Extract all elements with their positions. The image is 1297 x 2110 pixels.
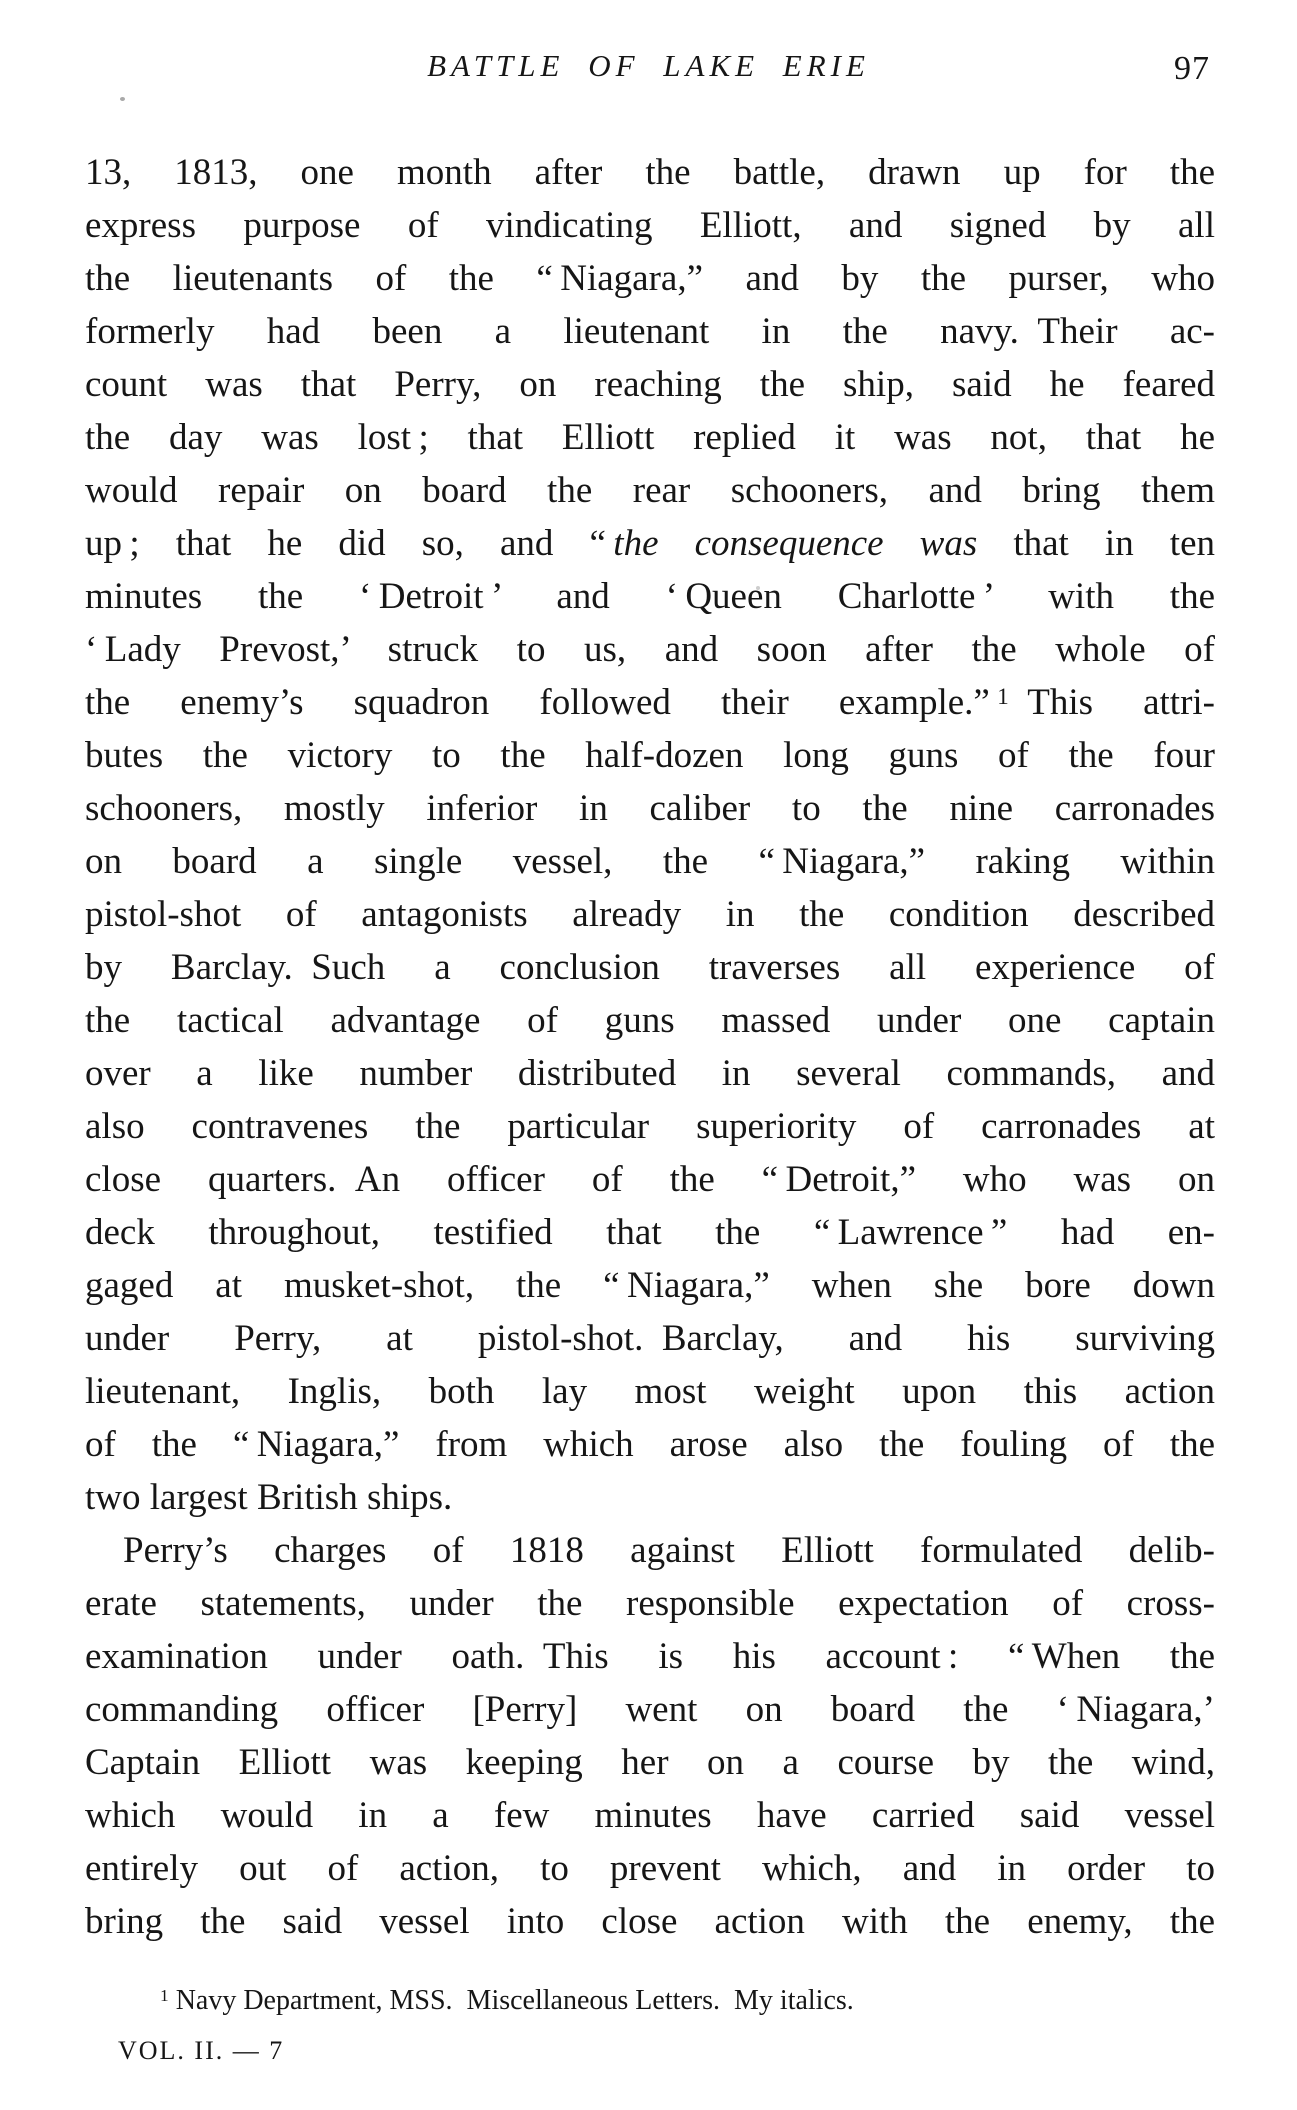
text-segment: two largest British ships. [85,1477,453,1518]
text-line [85,464,1215,517]
text-line [85,888,1215,941]
text-segment: schooners, mostly inferior in caliber to the nine carronades [85,788,1215,829]
text-segment: gaged at musket-shot, the “ Niagara,” when she bore down [85,1265,1215,1306]
footnote-line [160,1974,1215,2027]
scan-artifact [756,586,760,590]
text-segment: would repair on board the rear schooners, and bring them [85,470,1215,511]
text-segment: erate statements, under the responsible expectation of cross- [85,1583,1215,1624]
text-segment: formerly had been a lieutenant in the navy. Their ac- [85,311,1215,352]
text-line [85,994,1215,1047]
text-line [85,1418,1215,1471]
text-line [85,1736,1215,1789]
text-line [85,623,1215,676]
text-segment: bring the said vessel into close action with the enemy, the [85,1901,1215,1942]
footnote [160,1974,1215,2027]
text-line [85,305,1215,358]
footnote-marker: 1 [160,1986,169,2006]
text-segment: over a like number distributed in several commands, and [85,1053,1215,1094]
text-segment: up ; that he did so, and “ [85,523,614,564]
text-segment: express purpose of vindicating Elliott, and signed by all [85,205,1215,246]
body-text [85,146,1215,1948]
text-segment: under Perry, at pistol-shot. Barclay, and his surviving [85,1318,1215,1359]
text-line [85,1577,1215,1630]
text-segment: of the “ Niagara,” from which arose also the fouling of the [85,1424,1215,1465]
text-segment: which would in a few minutes have carried said vessel [85,1795,1215,1836]
text-segment: that in ten [977,523,1215,564]
text-segment: the tactical advantage of guns massed under one captain [85,1000,1215,1041]
text-line [85,1259,1215,1312]
text-segment: by Barclay. Such a conclusion traverses all experience of [85,947,1215,988]
text-segment: the consequence was [613,523,978,564]
text-segment: Perry’s charges of 1818 against Elliott formulated delib- [123,1530,1215,1571]
text-segment: Captain Elliott was keeping her on a course by the wind, [85,1742,1215,1783]
text-segment: commanding officer [Perry] went on board the ‘ Niagara,’ [85,1689,1215,1730]
text-segment: examination under oath. This is his account : “ When the [85,1636,1215,1677]
text-line [85,1365,1215,1418]
text-line [85,782,1215,835]
text-segment: minutes the ‘ Detroit ’ and ‘ Queen Charlotte ’ with the [85,576,1215,617]
text-line [85,199,1215,252]
text-segment: also contravenes the particular superiority of carronades at [85,1106,1215,1147]
text-line [85,517,1215,570]
text-line [85,729,1215,782]
text-segment: lieutenant, Inglis, both lay most weight upon this action [85,1371,1215,1412]
text-line [85,676,1215,729]
text-segment: the lieutenants of the “ Niagara,” and by the purser, who [85,258,1215,299]
text-line [85,252,1215,305]
text-line [85,1895,1215,1948]
text-segment: 13, 1813, one month after the battle, drawn up for the [85,152,1215,193]
text-segment: deck throughout, testified that the “ Lawrence ” had en- [85,1212,1215,1253]
text-line [85,1471,1215,1524]
text-segment: butes the victory to the half-dozen long guns of the four [85,735,1215,776]
text-line [85,835,1215,888]
text-line [85,941,1215,994]
text-line [85,358,1215,411]
text-line [85,1683,1215,1736]
text-line [85,1206,1215,1259]
footnote-marker: 1 [997,683,1009,709]
text-line [85,1100,1215,1153]
text-line [85,411,1215,464]
text-segment: Navy Department, MSS. Miscellaneous Letters. My italics. [168,1985,854,2016]
text-segment: pistol-shot of antagonists already in the condition described [85,894,1215,935]
page-title: BATTLE OF LAKE ERIE [427,48,870,83]
text-line [85,1789,1215,1842]
text-line [85,1047,1215,1100]
page-number: 97 [1174,50,1210,87]
text-line [85,1842,1215,1895]
text-line [85,570,1215,623]
text-segment: the enemy’s squadron followed their example.” [85,682,998,723]
text-line [85,1153,1215,1206]
text-line [85,1630,1215,1683]
running-head [85,48,1212,92]
scan-artifact [120,97,125,101]
text-segment: close quarters. An officer of the “ Detroit,” who was on [85,1159,1215,1200]
text-line [85,146,1215,199]
text-segment: on board a single vessel, the “ Niagara,” raking within [85,841,1215,882]
text-segment: entirely out of action, to prevent which, and in order to [85,1848,1215,1889]
text-segment: the day was lost ; that Elliott replied it was not, that he [85,417,1215,458]
volume-signature: VOL. II. — 7 [118,2036,285,2065]
text-segment: count was that Perry, on reaching the ship, said he feared [85,364,1215,405]
text-segment: This attri- [1008,682,1215,723]
text-segment: ‘ Lady Prevost,’ struck to us, and soon after the whole of [85,629,1215,670]
text-line [85,1312,1215,1365]
text-line [85,1524,1215,1577]
